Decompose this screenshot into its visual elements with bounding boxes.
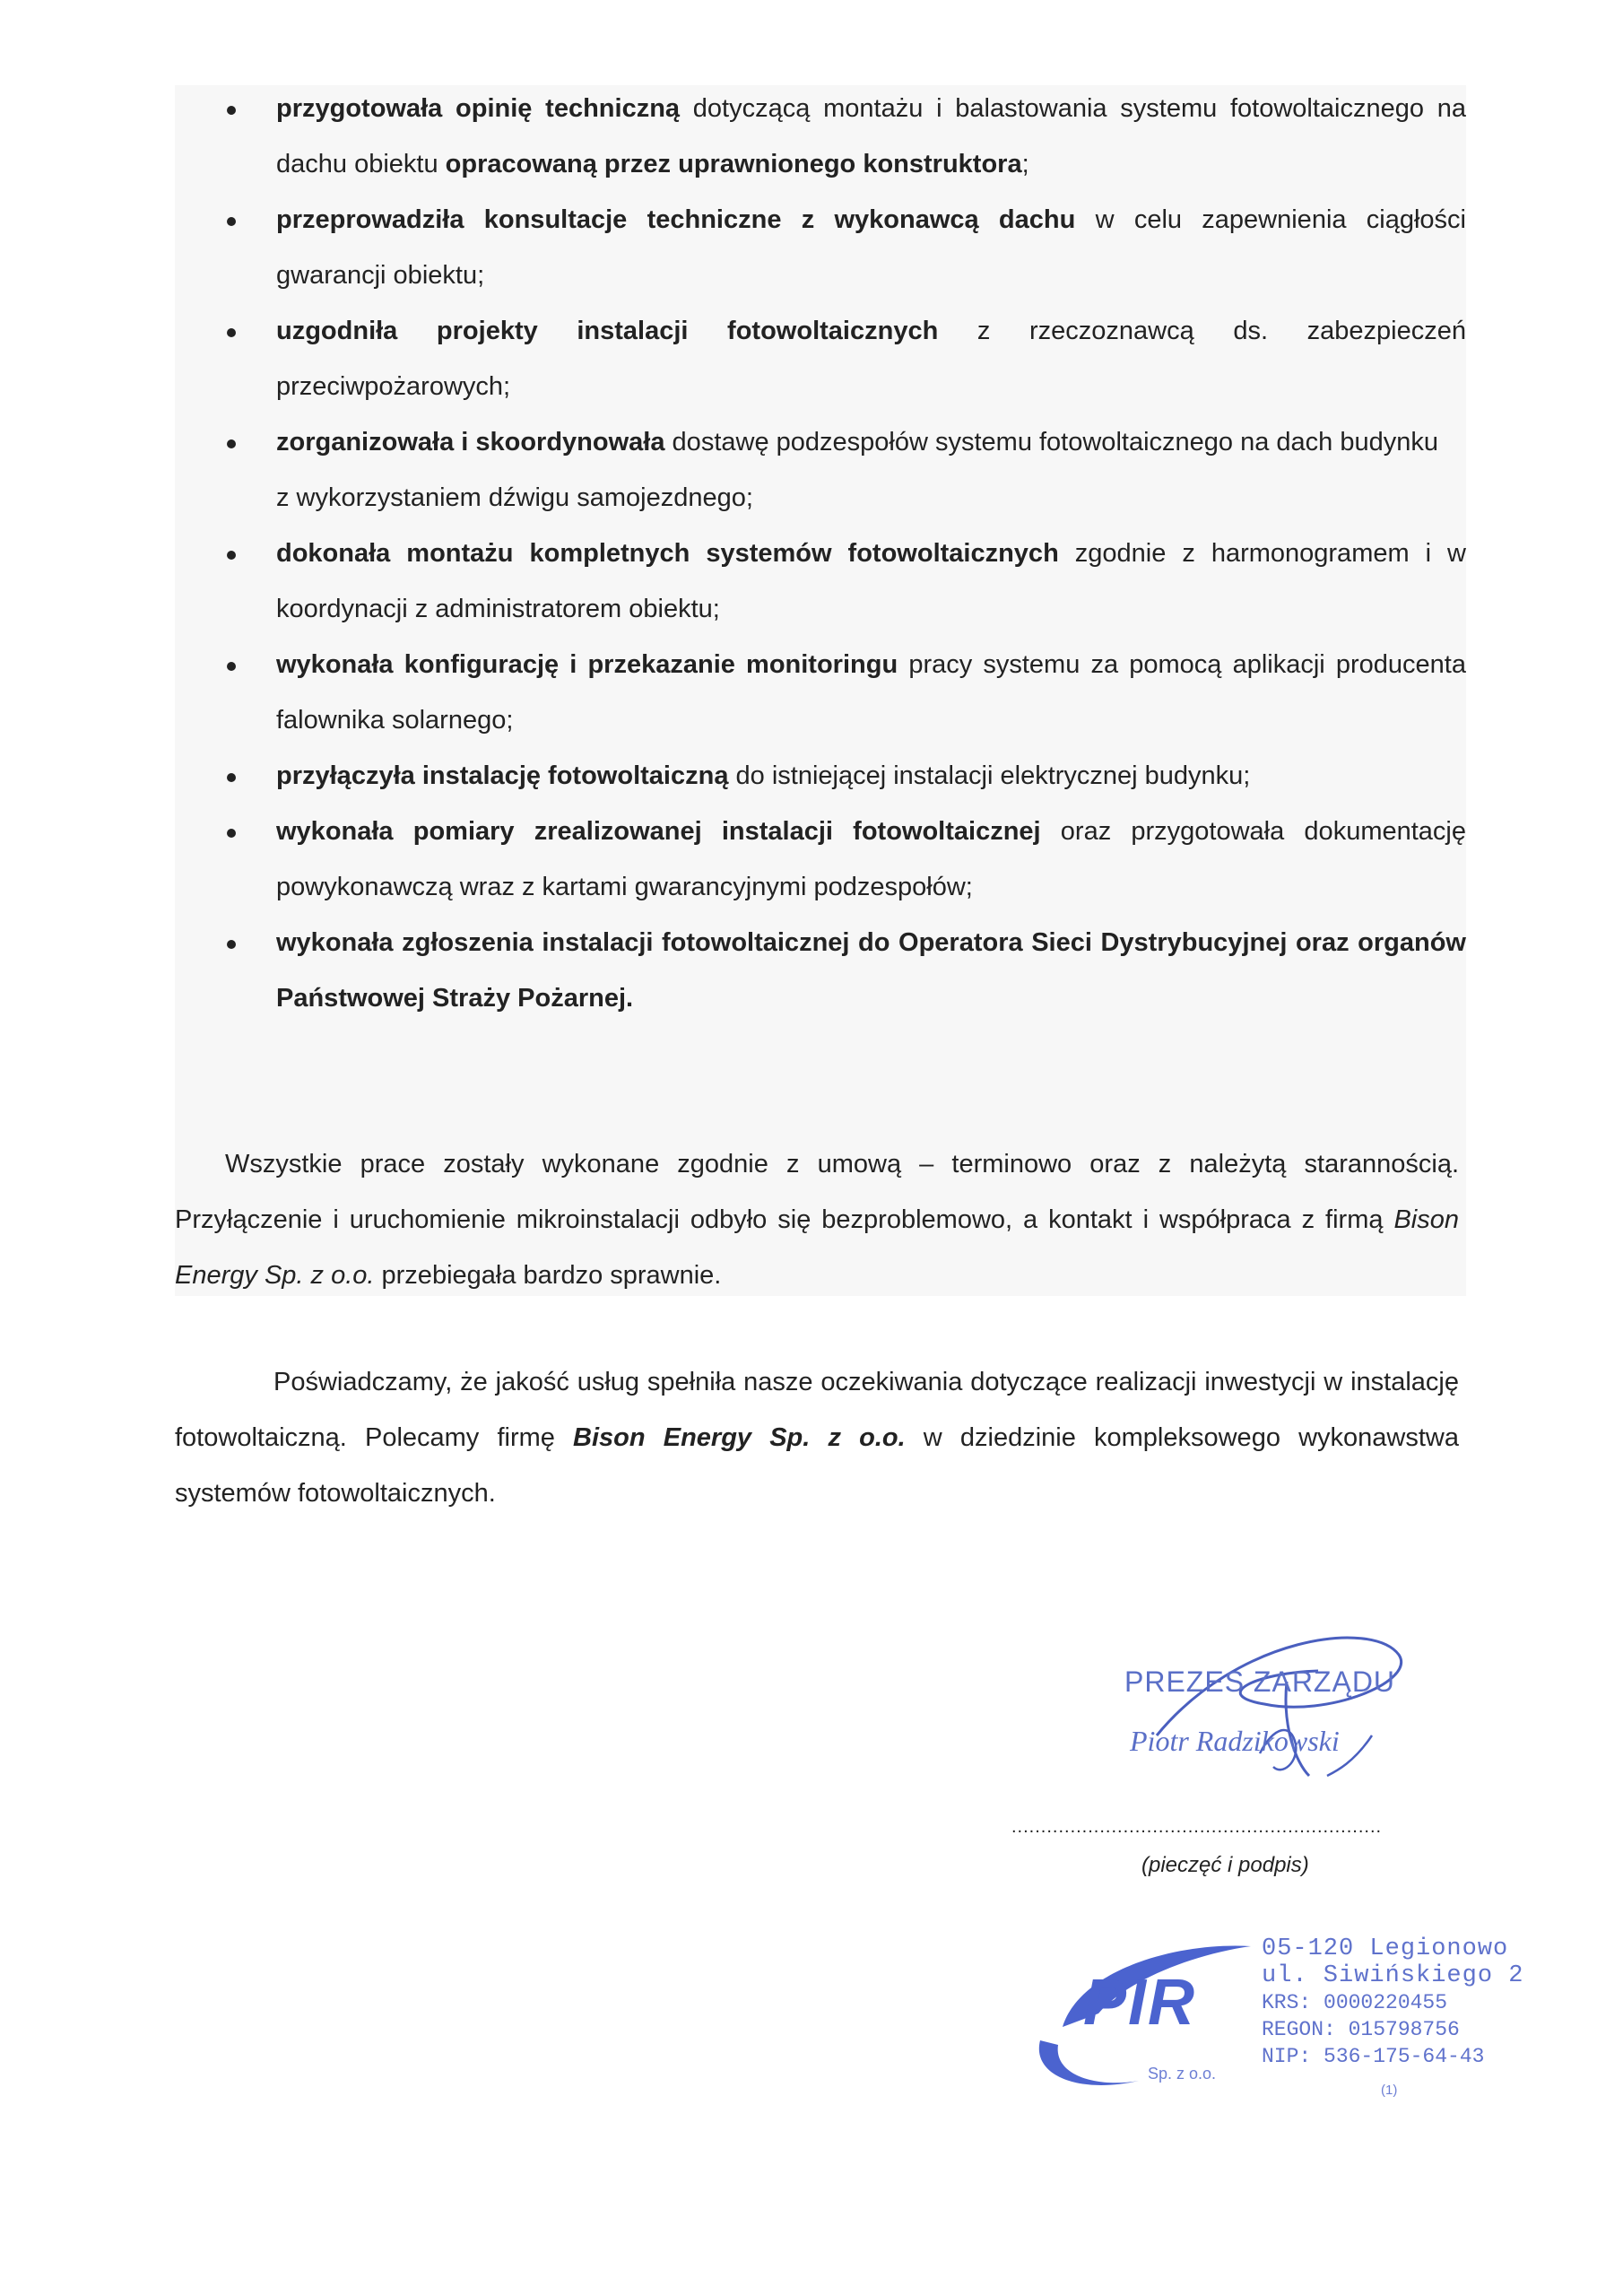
stamp-title: PREZES ZARZĄDU <box>1124 1665 1396 1698</box>
bullet-item: uzgodniła projekty instalacji fotowoltaicznych z rzeczoznawcą ds. zabezpieczeń przeciwpożarowych; <box>175 303 1466 414</box>
signature-line: ............................................................... <box>1011 1817 1383 1837</box>
bullet-item: wykonała pomiary zrealizowanej instalacji fotowoltaicznej oraz przygotowała dokumentację powykonawczą wraz z kartami gwarancyjnymi podzespołów; <box>175 804 1466 915</box>
signature-caption: (pieczęć i podpis) <box>1141 1853 1309 1877</box>
bullet-item: zorganizowała i skoordynowała dostawę podzespołów systemu fotowoltaicznego na dach budynku z wykorzystaniem dźwigu samojezdnego; <box>175 414 1466 526</box>
stamp-counter: (1) <box>1381 2083 1398 2098</box>
stamp-line: 05-120 Legionowo <box>1262 1935 1509 1962</box>
stamp-line: REGON: 015798756 <box>1262 2018 1460 2041</box>
bullet-item: przygotowała opinię techniczną dotyczącą montażu i balastowania systemu fotowoltaicznego na dachu obiektu opracowaną przez uprawnionego konstruktora; <box>175 81 1466 192</box>
bullet-item: przeprowadziła konsultacje techniczne z wykonawcą dachu w celu zapewnienia ciągłości gwarancji obiektu; <box>175 192 1466 303</box>
summary-paragraph: Wszystkie prace zostały wykonane zgodnie z umową – terminowo oraz z należytą starannością. Przyłączenie i uruchomienie mikroinstalacji odbyło się bezproblemowo, a kontakt i współpraca z firmą Bison Energy Sp. z o.o. przebiegała bardzo sprawnie. <box>175 1150 1459 1290</box>
signature-stamp <box>1103 1619 1462 1825</box>
bullet-item: wykonała zgłoszenia instalacji fotowoltaicznej do Operatora Sieci Dystrybucyjnej oraz organów Państwowej Straży Pożarnej. <box>175 915 1466 1026</box>
bullet-item: przyłączyła instalację fotowoltaiczną do istniejącej instalacji elektrycznej budynku; <box>175 748 1466 804</box>
company-form: Sp. z o.o. <box>1148 2065 1217 2083</box>
company-address <box>1262 1935 1523 2070</box>
stamp-line: ul. Siwińskiego 2 <box>1262 1962 1524 1989</box>
bullet-continuation: z wykorzystaniem dźwigu samojezdnego; <box>276 483 753 512</box>
bullet-item: dokonała montażu kompletnych systemów fotowoltaicznych zgodnie z harmonogramem i w koordynacji z administratorem obiektu; <box>175 526 1466 637</box>
stamp-line: KRS: 0000220455 <box>1262 1991 1448 2014</box>
stamp-name: Piotr Radzikowski <box>1130 1725 1340 1757</box>
stamp-line: NIP: 536-175-64-43 <box>1262 2045 1485 2068</box>
company-stamp <box>1027 1928 1524 2117</box>
bullet-list <box>175 81 1466 1026</box>
recommendation-paragraph: Poświadczamy, że jakość usług spełniła nasze oczekiwania dotyczące realizacji inwestycji w instalację fotowoltaiczną. Polecamy firmę Bison Energy Sp. z o.o. w dziedzinie kompleksowego wykonawstwa systemów fotowoltaicznych. <box>175 1368 1459 1508</box>
handwritten-signature <box>1103 1619 1462 1825</box>
company-logo-text: PIR <box>1083 1967 1197 2039</box>
bullet-item: wykonała konfigurację i przekazanie monitoringu pracy systemu za pomocą aplikacji producenta falownika solarnego; <box>175 637 1466 748</box>
